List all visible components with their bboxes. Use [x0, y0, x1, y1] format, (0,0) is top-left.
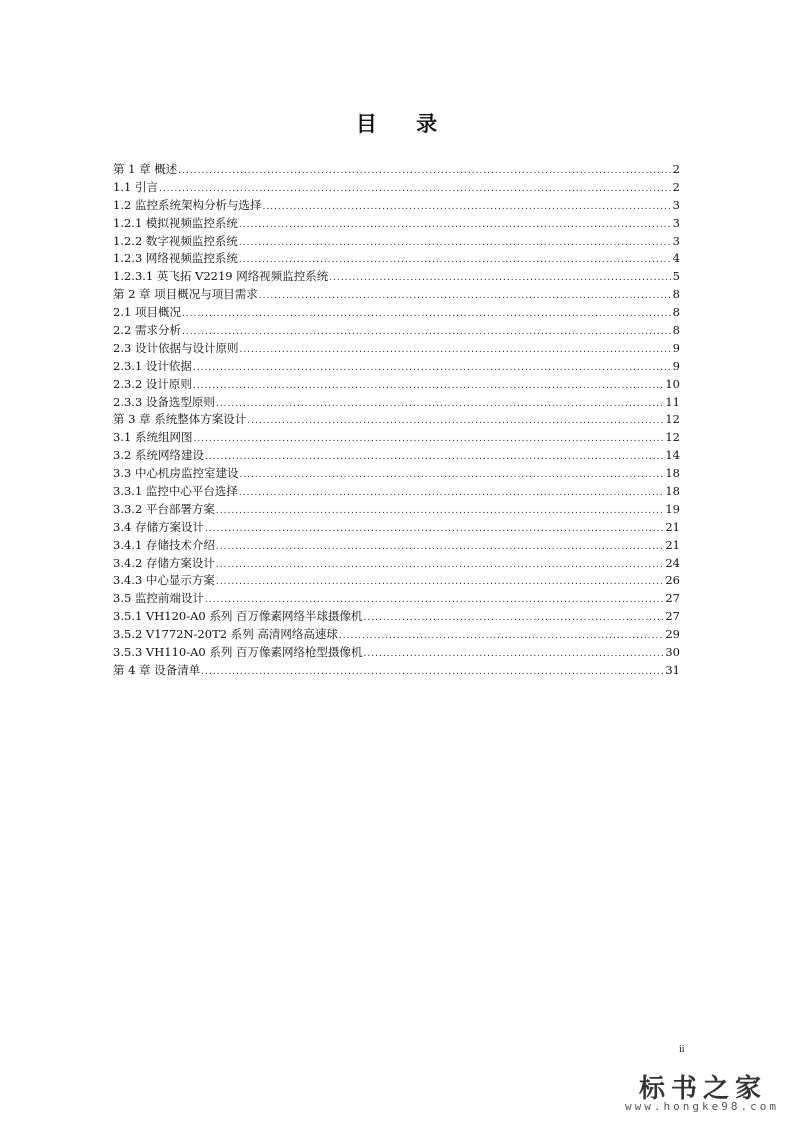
toc-leader-dots: [216, 396, 664, 414]
toc-entry-page: 9: [672, 358, 680, 373]
toc-entry-page: 29: [665, 627, 680, 642]
toc-entry-label: 2.2 需求分析: [113, 323, 181, 338]
toc-entry-label: 3.4.2 存储方案设计: [113, 555, 215, 570]
toc-entry[interactable]: [113, 179, 680, 197]
toc-entry-page: 9: [672, 340, 680, 355]
toc-entry-label: 3.5.3 VH110-A0 系列 百万像素网络枪型摄像机: [113, 645, 363, 660]
toc-entry[interactable]: [113, 644, 680, 662]
toc-entry-page: 4: [672, 251, 680, 266]
toc-entry-page: 3: [672, 233, 680, 248]
toc-entry[interactable]: [113, 322, 680, 340]
toc-entry-page: 10: [665, 376, 680, 391]
toc-entry[interactable]: [113, 626, 680, 644]
toc-leader-dots: [239, 467, 664, 485]
toc-entry-label: 1.2.2 数字视频监控系统: [113, 233, 238, 248]
toc-entry-label: 3.3.2 平台部署方案: [113, 501, 215, 516]
toc-entry[interactable]: [113, 411, 680, 429]
toc-leader-dots: [193, 378, 664, 396]
toc-entry-label: 2.3 设计依据与设计原则: [113, 340, 239, 355]
toc-leader-dots: [193, 360, 672, 378]
toc-entry-label: 3.1 系统组网图: [113, 430, 193, 445]
toc-entry[interactable]: [113, 376, 680, 394]
toc-leader-dots: [329, 270, 671, 288]
toc-entry[interactable]: [113, 465, 680, 483]
toc-entry-label: 第 2 章 项目概况与项目需求: [113, 287, 258, 302]
toc-entry[interactable]: [113, 340, 680, 358]
toc-leader-dots: [364, 610, 665, 628]
toc-entry-page: 26: [665, 573, 680, 588]
toc-entry-label: 1.1 引言: [113, 179, 158, 194]
toc-entry[interactable]: [113, 447, 680, 465]
toc-entry-page: 8: [672, 305, 680, 320]
toc-entry[interactable]: [113, 233, 680, 251]
toc-entry-label: 2.1 项目概况: [113, 305, 181, 320]
toc-entry-label: 2.3.1 设计依据: [113, 358, 192, 373]
table-of-contents: [113, 161, 680, 680]
toc-entry-page: 27: [665, 609, 680, 624]
toc-entry-page: 3: [672, 197, 680, 212]
toc-leader-dots: [216, 503, 664, 521]
toc-entry-label: 第 3 章 系统整体方案设计: [113, 412, 247, 427]
toc-entry-label: 3.3 中心机房监控室建设: [113, 466, 239, 481]
toc-entry-label: 2.3.3 设备选型原则: [113, 394, 215, 409]
toc-entry-label: 3.5.2 V1772N-20T2 系列 高清网络高速球: [113, 627, 338, 642]
toc-leader-dots: [182, 306, 672, 324]
toc-entry[interactable]: [113, 358, 680, 376]
toc-leader-dots: [259, 288, 672, 306]
toc-entry[interactable]: [113, 519, 680, 537]
toc-entry[interactable]: [113, 429, 680, 447]
toc-leader-dots: [201, 664, 664, 682]
toc-entry[interactable]: [113, 268, 680, 286]
toc-entry[interactable]: [113, 304, 680, 322]
toc-entry-page: 21: [665, 537, 680, 552]
toc-entry-label: 2.3.2 设计原则: [113, 376, 192, 391]
toc-leader-dots: [239, 342, 671, 360]
toc-leader-dots: [178, 163, 671, 181]
toc-leader-dots: [193, 431, 664, 449]
toc-entry-page: 27: [665, 591, 680, 606]
toc-title: 目 录: [355, 112, 454, 136]
page-number: ii: [679, 1044, 685, 1055]
toc-entry-page: 12: [665, 412, 680, 427]
toc-entry-label: 3.5 监控前端设计: [113, 591, 204, 606]
toc-entry[interactable]: [113, 590, 680, 608]
toc-entry-page: 31: [665, 662, 680, 677]
toc-entry-page: 8: [672, 287, 680, 302]
toc-leader-dots: [216, 539, 664, 557]
toc-entry[interactable]: [113, 483, 680, 501]
toc-entry-label: 3.4.3 中心显示方案: [113, 573, 215, 588]
toc-entry-page: 12: [665, 430, 680, 445]
toc-entry-page: 11: [665, 394, 680, 409]
toc-entry[interactable]: [113, 197, 680, 215]
toc-leader-dots: [364, 646, 665, 664]
toc-leader-dots: [239, 235, 672, 253]
toc-entry[interactable]: [113, 537, 680, 555]
toc-entry-page: 8: [672, 323, 680, 338]
toc-leader-dots: [239, 485, 664, 503]
toc-entry-label: 第 4 章 设备清单: [113, 662, 201, 677]
toc-entry[interactable]: [113, 662, 680, 680]
toc-entry[interactable]: [113, 501, 680, 519]
toc-entry-page: 18: [665, 466, 680, 481]
toc-entry[interactable]: [113, 161, 680, 179]
toc-entry[interactable]: [113, 394, 680, 412]
toc-entry-page: 14: [665, 448, 680, 463]
toc-entry[interactable]: [113, 608, 680, 626]
toc-entry[interactable]: [113, 215, 680, 233]
toc-entry-page: 3: [672, 215, 680, 230]
toc-entry-page: 19: [665, 501, 680, 516]
toc-entry-page: 21: [665, 519, 680, 534]
toc-entry-page: 2: [672, 162, 680, 176]
toc-leader-dots: [216, 557, 664, 575]
toc-entry[interactable]: [113, 572, 680, 590]
toc-entry-label: 1.2 监控系统架构分析与选择: [113, 197, 262, 212]
toc-leader-dots: [205, 521, 664, 539]
toc-entry-label: 3.4 存储方案设计: [113, 519, 204, 534]
toc-entry-label: 1.2.3 网络视频监控系统: [113, 251, 238, 266]
toc-entry-label: 3.2 系统网络建设: [113, 448, 204, 463]
toc-entry-label: 3.3.1 监控中心平台选择: [113, 484, 238, 499]
toc-entry[interactable]: [113, 286, 680, 304]
toc-entry[interactable]: [113, 555, 680, 573]
toc-entry[interactable]: [113, 250, 680, 268]
toc-entry-page: 30: [665, 645, 680, 660]
toc-leader-dots: [205, 449, 664, 467]
toc-entry-label: 第 1 章 概述: [113, 162, 178, 176]
toc-leader-dots: [216, 574, 664, 592]
toc-entry-page: 5: [672, 269, 680, 284]
toc-entry-label: 1.2.3.1 英飞拓 V2219 网络视频监控系统: [113, 269, 329, 284]
toc-entry-label: 3.4.1 存储技术介绍: [113, 537, 215, 552]
toc-entry-label: 1.2.1 模拟视频监控系统: [113, 215, 238, 230]
watermark-brand: 标书之家: [638, 1074, 767, 1104]
toc-entry-label: 3.5.1 VH120-A0 系列 百万像素网络半球摄像机: [113, 609, 363, 624]
toc-leader-dots: [262, 199, 671, 217]
toc-leader-dots: [339, 628, 664, 646]
watermark-url: www.hongke98.com: [625, 1100, 779, 1113]
toc-leader-dots: [182, 324, 672, 342]
toc-leader-dots: [247, 413, 664, 431]
toc-entry-page: 2: [672, 179, 680, 194]
toc-entry-page: 18: [665, 484, 680, 499]
toc-entry-page: 24: [665, 555, 680, 570]
toc-leader-dots: [239, 217, 672, 235]
